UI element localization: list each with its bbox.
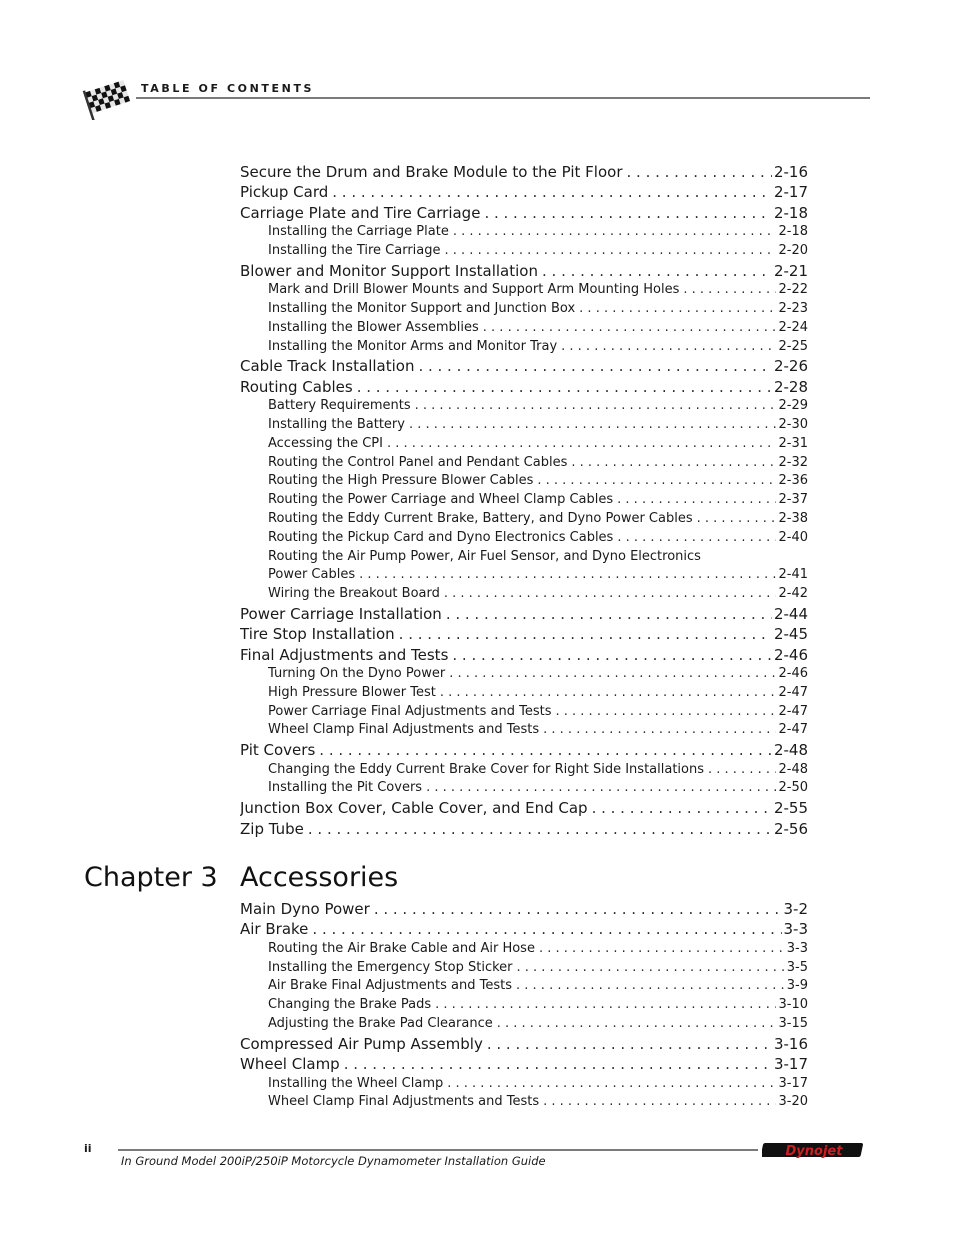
toc-dot-leader bbox=[683, 282, 776, 297]
toc-dot-leader bbox=[426, 780, 776, 795]
toc-entry-title: Mark and Drill Blower Mounts and Support Arm Mounting Holes bbox=[268, 282, 680, 298]
toc-page-number: 2-32 bbox=[778, 454, 808, 470]
toc-subsection-entry[interactable] bbox=[240, 511, 808, 530]
toc-page-number: 2-16 bbox=[773, 163, 808, 181]
toc-dot-leader bbox=[357, 378, 772, 396]
toc-entry-title: Installing the Blower Assemblies bbox=[268, 319, 479, 335]
toc-subsection-entry[interactable] bbox=[240, 243, 808, 262]
toc-page-number: 2-25 bbox=[778, 338, 808, 354]
toc-dot-leader bbox=[483, 320, 777, 335]
toc-entry-title: Installing the Battery bbox=[268, 416, 405, 432]
toc-subsection-entry[interactable] bbox=[240, 301, 808, 320]
toc-subsection-entry[interactable] bbox=[240, 586, 808, 605]
toc-entry-title: High Pressure Blower Test bbox=[268, 684, 436, 700]
toc-entry-wrapped[interactable] bbox=[240, 549, 808, 568]
toc-entry-title-continued: Power Cables bbox=[268, 567, 356, 583]
toc-section-entry[interactable] bbox=[240, 378, 808, 398]
toc-subsection-entry[interactable] bbox=[240, 685, 808, 704]
toc-entry-title: Adjusting the Brake Pad Clearance bbox=[268, 1015, 493, 1031]
toc-subsection-entry[interactable] bbox=[240, 780, 808, 799]
toc-dot-leader bbox=[435, 997, 776, 1012]
toc-subsection-entry[interactable] bbox=[240, 530, 808, 549]
toc-page-number: 2-37 bbox=[778, 492, 808, 508]
toc-page-number: 2-47 bbox=[778, 722, 808, 738]
toc-dot-leader bbox=[561, 339, 776, 354]
toc-entry-title: Junction Box Cover, Cable Cover, and End Cap bbox=[240, 799, 588, 818]
toc-entry-title: Routing the Control Panel and Pendant Cables bbox=[268, 454, 568, 470]
toc-page-number: 2-48 bbox=[778, 761, 808, 777]
toc-section-entry[interactable] bbox=[240, 820, 808, 840]
toc-subsection-entry[interactable] bbox=[240, 417, 808, 436]
toc-section-entry[interactable] bbox=[240, 605, 808, 625]
footer-rule bbox=[118, 1149, 758, 1151]
toc-dot-leader bbox=[344, 1055, 772, 1073]
toc-dot-leader bbox=[312, 920, 781, 938]
toc-entry-title: Routing the Power Carriage and Wheel Clamp Cables bbox=[268, 492, 614, 508]
toc-dot-leader bbox=[359, 567, 776, 582]
toc-entry-title: Routing the High Pressure Blower Cables bbox=[268, 473, 534, 489]
toc-subsection-entry[interactable] bbox=[240, 704, 808, 723]
toc-page-number: 2-42 bbox=[778, 586, 808, 602]
toc-dot-leader bbox=[484, 204, 772, 222]
toc-entry-title: Compressed Air Pump Assembly bbox=[240, 1034, 483, 1053]
toc-subsection-entry[interactable] bbox=[240, 492, 808, 511]
toc-entry-title: Pickup Card bbox=[240, 183, 329, 202]
toc-page-number: 2-18 bbox=[778, 224, 808, 240]
toc-page-number: 3-17 bbox=[778, 1075, 808, 1091]
toc-section-entry[interactable] bbox=[240, 625, 808, 645]
toc-entry-title: Changing the Eddy Current Brake Cover for Right Side Installations bbox=[268, 761, 704, 777]
toc-page-number: 2-24 bbox=[778, 319, 808, 335]
toc-subsection-entry[interactable] bbox=[240, 997, 808, 1016]
toc-entry[interactable] bbox=[240, 567, 808, 586]
toc-subsection-entry[interactable] bbox=[240, 436, 808, 455]
toc-entry-title: Wiring the Breakout Board bbox=[268, 586, 440, 602]
toc-page-number: 2-38 bbox=[778, 510, 808, 526]
toc-dot-leader bbox=[446, 605, 772, 623]
toc-page-number: 3-2 bbox=[783, 900, 808, 918]
toc-page-number: 2-22 bbox=[778, 282, 808, 298]
toc-entry-title: Installing the Monitor Support and Junction Box bbox=[268, 300, 576, 316]
toc-section-entry[interactable] bbox=[240, 204, 808, 224]
toc-entry-title: Pit Covers bbox=[240, 741, 316, 760]
toc-page-number: 2-47 bbox=[778, 703, 808, 719]
toc-dot-leader bbox=[409, 417, 777, 432]
toc-entry-title: Routing the Eddy Current Brake, Battery, and Dyno Power Cables bbox=[268, 510, 693, 526]
toc-section-entry[interactable] bbox=[240, 262, 808, 282]
toc-page-number: 2-31 bbox=[778, 435, 808, 451]
toc-page-number: 2-17 bbox=[773, 183, 808, 202]
guide-title: In Ground Model 200iP/250iP Motorcycle Dynamometer Installation Guide bbox=[121, 1154, 546, 1168]
toc-dot-leader bbox=[556, 704, 777, 719]
toc-page-number: 2-41 bbox=[778, 567, 808, 583]
toc-page-number: 2-36 bbox=[778, 473, 808, 489]
toc-dot-leader bbox=[542, 262, 772, 280]
toc-dot-leader bbox=[543, 1094, 776, 1109]
toc-entry-title: Routing Cables bbox=[240, 377, 353, 396]
toc-section-entry[interactable] bbox=[240, 741, 808, 761]
toc-section-entry[interactable] bbox=[240, 900, 808, 920]
toc-dot-leader bbox=[537, 473, 776, 488]
toc-page-number: 2-47 bbox=[778, 684, 808, 700]
toc-dot-leader bbox=[627, 163, 772, 181]
toc-dot-leader bbox=[571, 455, 776, 470]
toc-page-number: 3-3 bbox=[783, 920, 808, 939]
toc-dot-leader bbox=[399, 625, 772, 643]
toc-subsection-entry[interactable] bbox=[240, 1016, 808, 1035]
toc-entry-title: Turning On the Dyno Power bbox=[268, 666, 446, 682]
toc-section-entry[interactable] bbox=[240, 920, 808, 940]
toc-subsection-entry[interactable] bbox=[240, 722, 808, 741]
toc-entry-title: Blower and Monitor Support Installation bbox=[240, 261, 538, 280]
toc-dot-leader bbox=[444, 586, 777, 601]
toc-entry-title: Carriage Plate and Tire Carriage bbox=[240, 203, 481, 222]
dynojet-logo bbox=[762, 1140, 866, 1160]
chapter-title: Accessories bbox=[240, 862, 399, 893]
toc-entry-title: Installing the Emergency Stop Sticker bbox=[268, 959, 513, 975]
toc-subsection-entry[interactable] bbox=[240, 224, 808, 243]
toc-page-number: 2-46 bbox=[778, 666, 808, 682]
toc-entry-title: Installing the Wheel Clamp bbox=[268, 1075, 444, 1091]
toc-entry-title: Routing the Air Brake Cable and Air Hose bbox=[268, 940, 535, 956]
toc-page-number: 3-20 bbox=[778, 1094, 808, 1110]
toc-dot-leader bbox=[517, 960, 785, 975]
toc-dot-leader bbox=[592, 799, 772, 817]
checkered-flag-icon bbox=[82, 76, 132, 120]
toc-page-number: 3-10 bbox=[778, 997, 808, 1013]
page-number: ii bbox=[84, 1142, 92, 1155]
toc-entry-title: Wheel Clamp bbox=[240, 1055, 340, 1074]
toc-page-number: 2-21 bbox=[773, 261, 808, 280]
toc-dot-leader bbox=[445, 243, 777, 258]
toc-subsection-entry[interactable] bbox=[240, 339, 808, 358]
header-rule bbox=[136, 97, 870, 99]
toc-dot-leader bbox=[319, 741, 772, 759]
toc-dot-leader bbox=[374, 900, 782, 918]
toc-dot-leader bbox=[617, 492, 776, 507]
toc-page-number: 2-23 bbox=[778, 300, 808, 316]
toc-subsection-entry[interactable] bbox=[240, 398, 808, 417]
toc-entry-title: Power Carriage Installation bbox=[240, 604, 442, 623]
toc-subsection-entry[interactable] bbox=[240, 1094, 808, 1113]
toc-section-entry[interactable] bbox=[240, 1055, 808, 1075]
toc-entry-title: Installing the Carriage Plate bbox=[268, 224, 449, 240]
toc-dot-leader bbox=[497, 1016, 777, 1031]
toc-entry-title: Main Dyno Power bbox=[240, 900, 370, 918]
toc-page-number: 2-20 bbox=[778, 242, 808, 258]
toc-dot-leader bbox=[440, 685, 777, 700]
toc-entry-title: Accessing the CPI bbox=[268, 435, 383, 451]
toc-list-chapter3 bbox=[240, 900, 808, 1113]
toc-dot-leader bbox=[579, 301, 776, 316]
toc-page-number: 2-28 bbox=[773, 377, 808, 396]
toc-entry-title: Secure the Drum and Brake Module to the Pit Floor bbox=[240, 163, 623, 181]
toc-section-entry[interactable] bbox=[240, 799, 808, 819]
toc-page-number: 2-18 bbox=[773, 203, 808, 222]
toc-page-number: 2-30 bbox=[778, 416, 808, 432]
toc-subsection-entry[interactable] bbox=[240, 666, 808, 685]
toc-dot-leader bbox=[387, 436, 777, 451]
toc-page-number: 3-3 bbox=[786, 940, 808, 956]
toc-dot-leader bbox=[697, 511, 777, 526]
toc-entry-title: Air Brake bbox=[240, 920, 309, 939]
toc-entry-title: Zip Tube bbox=[240, 819, 304, 838]
toc-dot-leader bbox=[617, 530, 776, 545]
toc-entry-title: Air Brake Final Adjustments and Tests bbox=[268, 978, 513, 994]
toc-page-number: 2-55 bbox=[773, 799, 808, 818]
toc-dot-leader bbox=[447, 1076, 776, 1091]
toc-page-number: 3-16 bbox=[773, 1034, 808, 1053]
toc-entry-title: Changing the Brake Pads bbox=[268, 997, 432, 1013]
toc-list-chapter2 bbox=[240, 163, 808, 840]
toc-page-number: 2-48 bbox=[773, 741, 808, 760]
toc-dot-leader bbox=[418, 357, 772, 375]
toc-entry-title: Wheel Clamp Final Adjustments and Tests bbox=[268, 722, 540, 738]
toc-entry-title: Routing the Air Pump Power, Air Fuel Sensor, and Dyno Electronics bbox=[268, 548, 701, 564]
toc-page-number: 3-15 bbox=[778, 1015, 808, 1031]
toc-dot-leader bbox=[453, 224, 777, 239]
toc-dot-leader bbox=[415, 398, 777, 413]
toc-entry-title: Wheel Clamp Final Adjustments and Tests bbox=[268, 1094, 540, 1110]
toc-page-number: 3-5 bbox=[786, 959, 808, 975]
toc-page-number: 2-44 bbox=[773, 604, 808, 623]
toc-subsection-entry[interactable] bbox=[240, 978, 808, 997]
toc-page-number: 2-29 bbox=[778, 398, 808, 414]
toc-subsection-entry[interactable] bbox=[240, 473, 808, 492]
toc-entry-title: Installing the Pit Covers bbox=[268, 780, 423, 796]
toc-page-number: 2-56 bbox=[773, 819, 808, 838]
toc-section-entry[interactable] bbox=[240, 357, 808, 377]
toc-entry-title: Routing the Pickup Card and Dyno Electronics Cables bbox=[268, 529, 614, 545]
toc-dot-leader bbox=[308, 820, 772, 838]
toc-page-number: 2-45 bbox=[773, 625, 808, 644]
toc-dot-leader bbox=[452, 646, 772, 664]
toc-entry-title: Tire Stop Installation bbox=[240, 625, 395, 644]
toc-section-entry[interactable] bbox=[240, 1035, 808, 1055]
chapter-label: Chapter 3 bbox=[84, 862, 218, 893]
toc-dot-leader bbox=[516, 978, 785, 993]
toc-dot-leader bbox=[539, 941, 785, 956]
toc-subsection-entry[interactable] bbox=[240, 1076, 808, 1095]
toc-section-entry[interactable] bbox=[240, 646, 808, 666]
toc-subsection-entry[interactable] bbox=[240, 320, 808, 339]
toc-dot-leader bbox=[487, 1035, 772, 1053]
toc-entry-title: Battery Requirements bbox=[268, 398, 411, 414]
toc-page-number: 3-9 bbox=[786, 978, 808, 994]
toc-subsection-entry[interactable] bbox=[240, 455, 808, 474]
toc-entry-title: Final Adjustments and Tests bbox=[240, 645, 449, 664]
toc-dot-leader bbox=[332, 183, 772, 201]
toc-dot-leader bbox=[449, 666, 776, 681]
toc-page-number: 3-17 bbox=[773, 1055, 808, 1074]
toc-page-number: 2-46 bbox=[773, 645, 808, 664]
toc-entry-title: Power Carriage Final Adjustments and Tests bbox=[268, 703, 552, 719]
toc-entry-title: Installing the Monitor Arms and Monitor Tray bbox=[268, 338, 558, 354]
toc-dot-leader bbox=[543, 722, 776, 737]
toc-page-number: 2-40 bbox=[778, 529, 808, 545]
toc-entry-title: Cable Track Installation bbox=[240, 357, 415, 376]
toc-page-number: 2-26 bbox=[773, 357, 808, 376]
toc-entry-title: Installing the Tire Carriage bbox=[268, 242, 441, 258]
toc-dot-leader bbox=[708, 762, 776, 777]
toc-section-entry[interactable] bbox=[240, 183, 808, 203]
section-title: TABLE OF CONTENTS bbox=[141, 82, 315, 95]
toc-subsection-entry[interactable] bbox=[240, 282, 808, 301]
logo-text: Dynojet bbox=[785, 1144, 843, 1159]
toc-section-entry[interactable] bbox=[240, 163, 808, 183]
toc-subsection-entry[interactable] bbox=[240, 941, 808, 960]
toc-subsection-entry[interactable] bbox=[240, 960, 808, 979]
toc-subsection-entry[interactable] bbox=[240, 762, 808, 781]
toc-page-number: 2-50 bbox=[778, 780, 808, 796]
